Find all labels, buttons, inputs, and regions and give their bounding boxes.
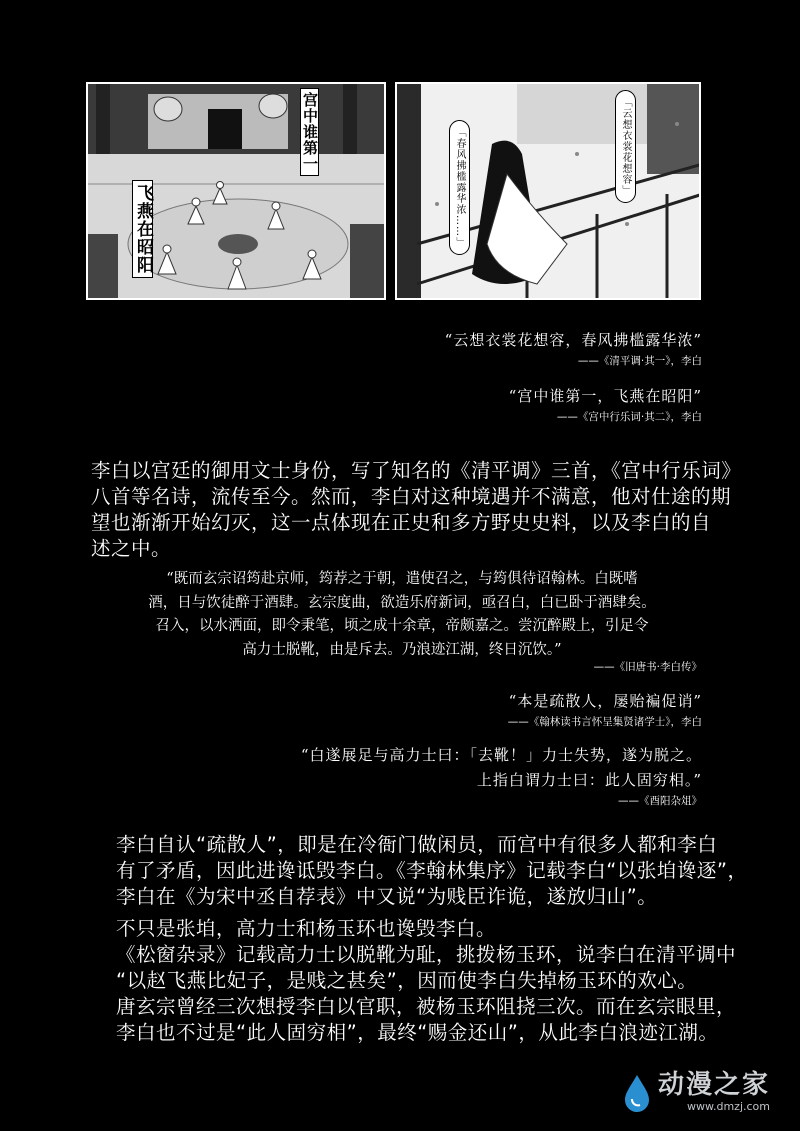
quote-source: ——《宫中行乐词·其二》，李白 <box>556 411 702 423</box>
quote-text: 上指白谓力士曰：此人固穷相。” <box>476 771 702 789</box>
quote-source: ——《酉阳杂俎》 <box>618 795 702 807</box>
paragraph-line: 八首等名诗，流传至今。然而，李白对这种境遇并不满意，他对仕途的期 <box>91 485 732 508</box>
excerpt-line: “既而玄宗诏筠赴京师，筠荐之于朝，遣使召之，与筠俱待诏翰林。白既嗜 <box>166 571 638 587</box>
paragraph-line: 不只是张垍，高力士和杨玉环也谗毁李白。 <box>116 917 497 940</box>
quote-text: “宫中谁第一，飞燕在昭阳” <box>508 387 702 405</box>
excerpt-line: 高力士脱靴，由是斥去。乃浪迹江湖，终日沉饮。” <box>242 641 562 658</box>
manga-panel-palace-dance <box>86 82 386 300</box>
paragraph-line: 述之中。 <box>91 537 172 560</box>
paragraph-line: 李白在《为宋中丞自荐表》中又说“为贱臣诈诡，遂放归山”。 <box>116 885 658 908</box>
speech-bubble-1: 「云想衣裳花想容」 <box>615 90 636 203</box>
classic-excerpt <box>112 568 692 662</box>
paragraph-line: 李白以宫廷的御用文士身份，写了知名的《清平调》三首，《宫中行乐词》 <box>91 459 742 482</box>
poet-balcony-illustration <box>397 84 701 300</box>
manga-panel-poet-balcony <box>395 82 701 300</box>
paragraph-line: 李白自认“疏散人”，即是在冷衙门做闲员，而宫中有很多人都和李白 <box>116 833 718 856</box>
body-paragraph-3 <box>116 916 736 1046</box>
excerpt-line: 酒，日与饮徒醉于酒肆。玄宗度曲，欲造乐府新词，亟召白，白已卧于酒肆矣。 <box>148 594 656 611</box>
speech-bubble-2: 「春风拂槛露华浓……」 <box>449 120 470 255</box>
quote-source: ——《翰林读书言怀呈集贤诸学士》，李白 <box>507 716 702 728</box>
paragraph-line: 《松窗杂录》记载高力士以脱靴为耻，挑拨杨玉环，说李白在清平调中 <box>116 943 737 966</box>
caption-palace-first: 宫中谁第一 <box>300 88 319 176</box>
watermark-title: 动漫之家 <box>657 1070 770 1100</box>
paragraph-line: 李白也不过是“此人固穷相”，最终“赐金还山”，从此李白浪迹江湖。 <box>116 1021 719 1044</box>
excerpt-line: 召入，以水洒面，即令秉笔，顷之成十余章，帝颇嘉之。尝沉醉殿上，引足令 <box>155 618 649 634</box>
quote-text: “云想衣裳花想容，春风拂槛露华浓” <box>444 331 702 349</box>
quote-text: “白遂展足与高力士曰：「去靴！」力士失势，遂为脱之。 <box>300 746 702 764</box>
quote-text: “本是疏散人，屡贻褊促诮” <box>508 692 702 710</box>
quote-source: ——《清平调·其一》，李白 <box>577 355 702 367</box>
quote-gongzhong <box>509 385 702 424</box>
droplet-logo-icon <box>622 1073 652 1113</box>
paragraph-line: 有了矛盾，因此进谗诋毁李白。《李翰林集序》记载李白“以张垍谗逐”， <box>116 859 748 882</box>
quote-qingpingdiao <box>445 329 702 368</box>
watermark-url: www.dmzj.com <box>687 1100 770 1113</box>
paragraph-line: “以赵飞燕比妃子，是贱之甚矣”，因而使李白失掉杨玉环的欢心。 <box>116 969 698 992</box>
excerpt-source: ——《旧唐书·李白传》 <box>593 661 702 673</box>
body-paragraph-1 <box>91 458 741 562</box>
paragraph-line: 唐玄宗曾经三次想授李白以官职，被杨玉环阻挠三次。而在玄宗眼里， <box>116 995 737 1018</box>
quote-youyang <box>301 744 702 808</box>
body-paragraph-2 <box>116 832 747 910</box>
caption-feiyan: 飞燕在昭阳 <box>132 180 153 278</box>
quote-shusan <box>508 690 702 729</box>
site-watermark <box>622 1072 770 1113</box>
paragraph-line: 望也渐渐开始幻灭，这一点体现在正史和多方野史史料，以及李白的自 <box>91 511 712 534</box>
